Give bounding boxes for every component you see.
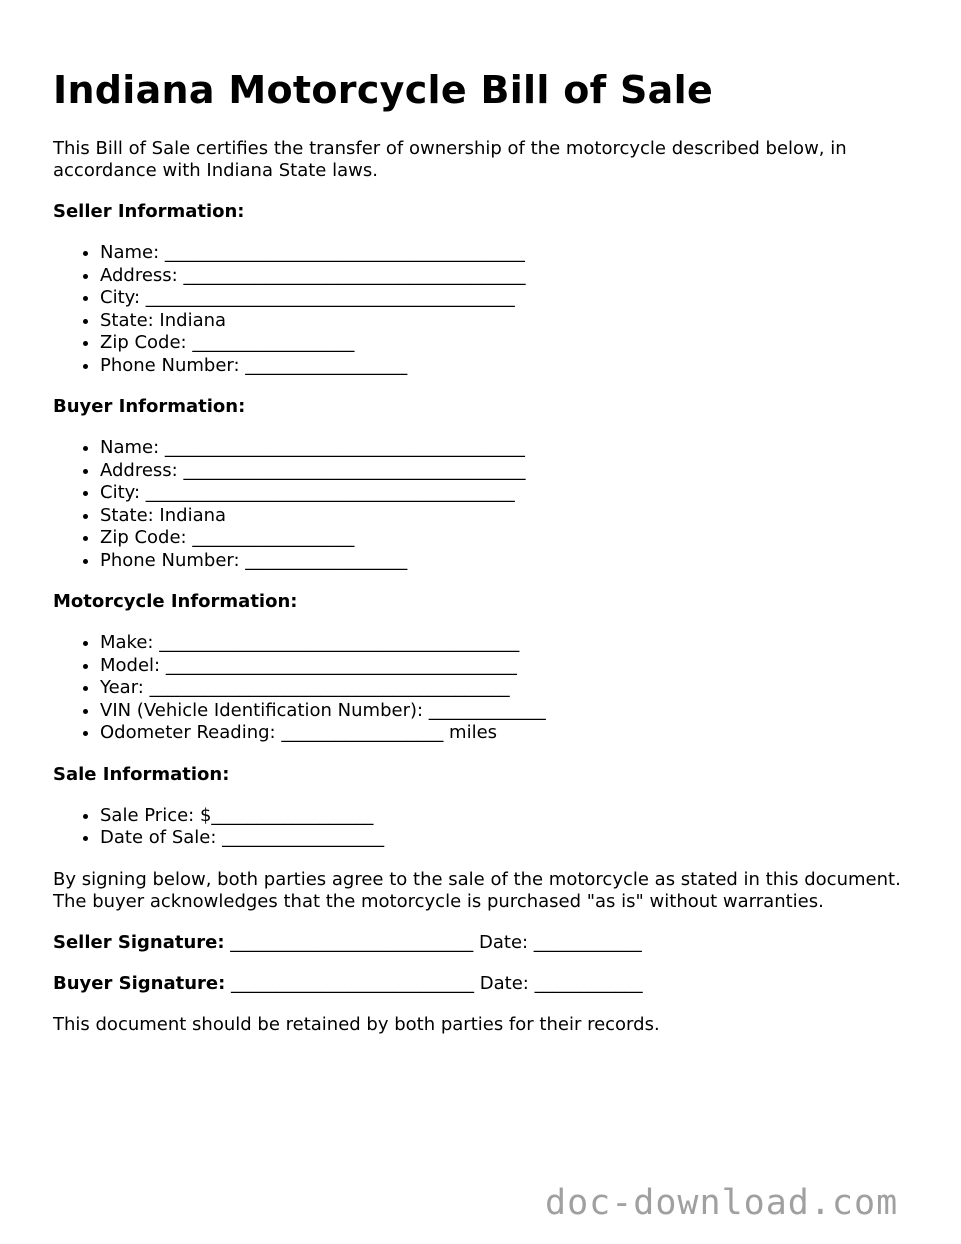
seller-section-heading: Seller Information:	[53, 201, 245, 222]
motorcycle-odometer-field: • Odometer Reading: __________________ miles	[100, 722, 913, 745]
buyer-section-heading: Buyer Information:	[53, 396, 246, 417]
seller-signature-blank: ___________________________ Date: ____________	[224, 931, 642, 953]
retention-note: This document should be retained by both parties for their records.	[53, 1013, 660, 1035]
sale-date-field: • Date of Sale: __________________	[100, 827, 913, 850]
seller-address-field: • Address: ______________________________________	[100, 265, 913, 288]
buyer-signature-line	[53, 973, 913, 995]
document-title: Indiana Motorcycle Bill of Sale	[53, 68, 714, 112]
intro-paragraph: This Bill of Sale certifies the transfer of ownership of the motorcycle described below, in accordance with Indiana State laws.	[53, 138, 847, 181]
motorcycle-section-heading: Motorcycle Information:	[53, 591, 298, 612]
agreement-paragraph: By signing below, both parties agree to the sale of the motorcycle as stated in this document. The buyer acknowledges that the motorcycle is purchased "as is" without warranties.	[53, 868, 901, 912]
sale-info-list	[53, 805, 913, 850]
buyer-zip-field: • Zip Code: __________________	[100, 527, 913, 550]
watermark-text: doc-download.com	[545, 1183, 899, 1223]
buyer-signature-blank: ___________________________ Date: ____________	[225, 972, 643, 994]
seller-signature-line	[53, 932, 913, 954]
seller-zip-field: • Zip Code: __________________	[100, 332, 913, 355]
buyer-phone-field: • Phone Number: __________________	[100, 550, 913, 573]
motorcycle-model-field: • Model: _______________________________________	[100, 655, 913, 678]
seller-state-field: • State: Indiana	[100, 310, 913, 333]
motorcycle-info-list	[53, 632, 913, 745]
buyer-city-field: • City: _________________________________________	[100, 482, 913, 505]
buyer-info-list	[53, 437, 913, 572]
buyer-state-field: • State: Indiana	[100, 505, 913, 528]
seller-city-field: • City: _________________________________________	[100, 287, 913, 310]
seller-phone-field: • Phone Number: __________________	[100, 355, 913, 378]
buyer-name-field: • Name: ________________________________________	[100, 437, 913, 460]
motorcycle-year-field: • Year: ________________________________________	[100, 677, 913, 700]
buyer-signature-label: Buyer Signature:	[53, 972, 226, 994]
sale-section-heading: Sale Information:	[53, 763, 230, 785]
document-page	[53, 62, 913, 1055]
sale-price-field: • Sale Price: $__________________	[100, 805, 913, 828]
seller-name-field: • Name: ________________________________________	[100, 242, 913, 265]
motorcycle-make-field: • Make: ________________________________________	[100, 632, 913, 655]
buyer-address-field: • Address: ______________________________________	[100, 460, 913, 483]
motorcycle-vin-field: • VIN (Vehicle Identification Number): _____________	[100, 700, 913, 723]
seller-signature-label: Seller Signature:	[53, 931, 225, 953]
seller-info-list	[53, 242, 913, 377]
